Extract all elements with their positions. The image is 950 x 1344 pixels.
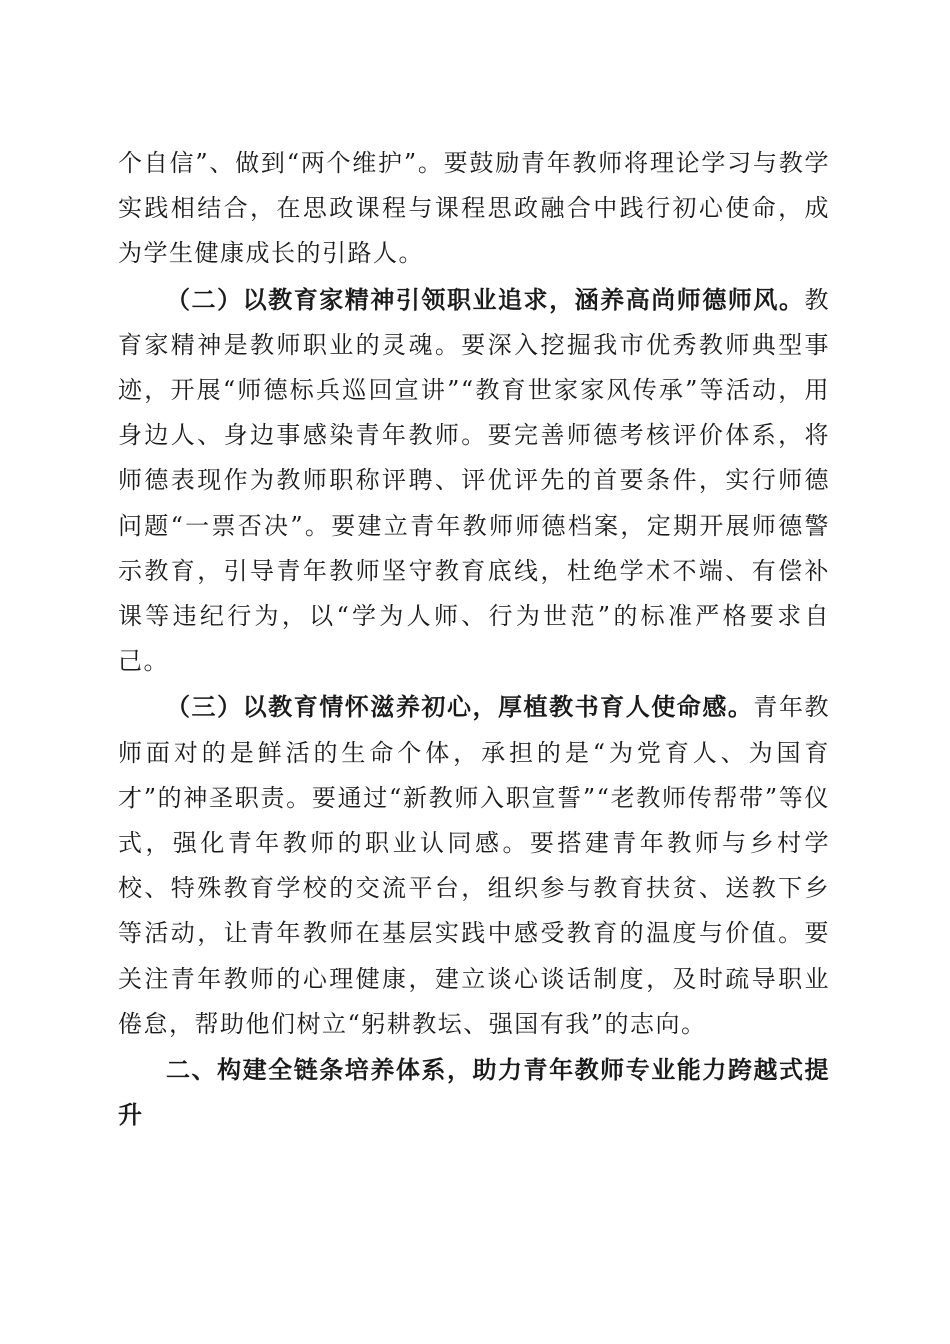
subheading-3: （三）以教育情怀滋养初心，厚植教书育人使命感。 bbox=[166, 692, 754, 722]
paragraph-text: 青年教师面对的是鲜活的生命个体，承担的是“为党育人、为国育才”的神圣职责。要通过“新教师入职宣誓”“老教师传帮带”等仪式，强化青年教师的职业认同感。要搭建青年教师与乡村学校、特殊教育学校的交流平台，组织参与教育扶贫、送教下乡等活动，让青年教师在基层实践中感受教育的温度与价值。要关注青年教师的心理健康，建立谈心谈话制度，及时疏导职业倦怠，帮助他们树立“躬耕教坛、强国有我”的志向。 bbox=[118, 693, 831, 1038]
document-body bbox=[118, 141, 830, 1138]
paragraph-section-3 bbox=[118, 684, 830, 1047]
section-heading: 二、构建全链条培养体系，助力青年教师专业能力跨越式提升 bbox=[118, 1056, 830, 1130]
paragraph-text: 教育家精神是教师职业的灵魂。要深入挖掘我市优秀教师典型事迹，开展“师德标兵巡回宣讲”“教育世家家风传承”等活动，用身边人、身边事感染青年教师。要完善师德考核评价体系，将师德表现作为教师职称评聘、评优评先的首要条件，实行师德问题“一票否决”。要建立青年教师师德档案，定期开展师德警示教育，引导青年教师坚守教育底线，杜绝学术不端、有偿补课等违纪行为，以“学为人师、行为世范”的标准严格要求自己。 bbox=[118, 285, 830, 676]
paragraph-section-2 bbox=[118, 277, 830, 685]
subheading-2: （二）以教育家精神引领职业追求，涵养高尚师德师风。 bbox=[166, 284, 805, 314]
paragraph-continuation bbox=[118, 141, 830, 277]
paragraph-text: 个自信”、做到“两个维护”。要鼓励青年教师将理论学习与教学实践相结合，在思政课程与课程思政融合中践行初心使命，成为学生健康成长的引路人。 bbox=[118, 149, 830, 268]
